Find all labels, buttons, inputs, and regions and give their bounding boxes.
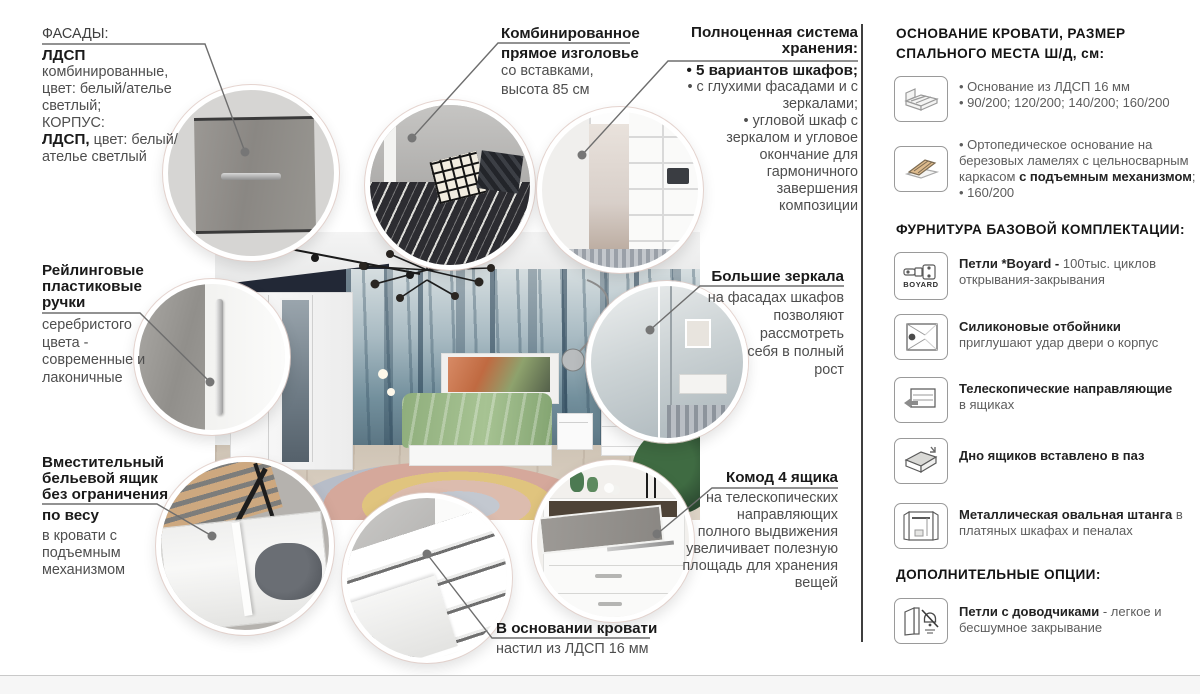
item-line: • Ортопедическое основание на <box>959 137 1153 152</box>
callout-bold-inline: ЛДСП, <box>42 131 90 148</box>
callout-line: на фасадах шкафов <box>707 290 844 306</box>
cactus-decor <box>587 477 598 492</box>
open-door <box>542 112 591 268</box>
stored-clothes <box>255 543 322 600</box>
callout-line: завершения <box>776 181 858 197</box>
item-line <box>959 507 1183 523</box>
callout-line: механизмом <box>42 562 125 578</box>
hinge-icon <box>894 252 948 300</box>
callout-title: хранения: <box>781 40 858 57</box>
callout-title: бельевой ящик <box>42 470 158 487</box>
callout-line: комбинированные, <box>42 64 169 80</box>
slide-glyph <box>901 385 941 415</box>
callout-line: со вставками, <box>501 63 594 79</box>
bumper-glyph <box>901 322 941 352</box>
callout-line: высота 85 см <box>501 81 590 98</box>
callout-line: вещей <box>794 575 838 591</box>
bumper-icon <box>894 314 948 360</box>
item-text: - легкое и <box>1099 604 1162 619</box>
callout-line: увеличивает полезную <box>686 541 838 557</box>
callout-title: Комбинированное <box>501 25 640 42</box>
callout-label: ФАСАДЫ: <box>42 26 109 42</box>
callout-storage <box>686 25 858 215</box>
pendant-bulb <box>378 369 388 379</box>
detail-circle-handle <box>134 279 290 435</box>
hanging-jewelry <box>646 465 648 498</box>
item-text: в <box>1172 507 1183 522</box>
drawer-bottom-glyph <box>901 445 941 477</box>
detail-circle-headboard <box>365 100 535 270</box>
concrete-side <box>139 284 205 430</box>
sidebar-item-soft-close <box>959 604 1162 636</box>
callout-line: настил из ЛДСП 16 мм <box>496 641 649 657</box>
rail-glyph <box>901 510 941 542</box>
callout-headboard <box>501 26 640 99</box>
item-bold: с подъемным механизмом <box>1019 169 1192 184</box>
callout-line: себя в полный <box>747 344 844 360</box>
telescopic-slide-icon <box>894 377 948 423</box>
item-bold: Металлическая овальная штанга <box>959 507 1173 522</box>
drawer-handle <box>598 602 622 606</box>
item-line: платяных шкафах и пеналах <box>959 523 1133 538</box>
callout-line: серебристого <box>42 317 132 333</box>
callout-line: ателье светлый <box>42 149 147 165</box>
callout-line: гармоничного <box>766 164 858 180</box>
sphere-decor <box>604 483 614 493</box>
sidebar-title-bed <box>896 24 1126 64</box>
sidebar-item-bed-base <box>959 79 1170 111</box>
sidebar-item-hinges <box>959 256 1156 288</box>
callout-title: без ограничения <box>42 486 169 503</box>
callout-line: светлый; <box>42 98 102 114</box>
sidebar-title-line: СПАЛЬНОГО МЕСТА Ш/Д, см: <box>896 46 1105 61</box>
callout-line: КОРПУС: <box>42 115 105 131</box>
item-bold: Петли *Boyard - <box>959 256 1060 271</box>
callout-line: современные и <box>42 352 146 368</box>
callout-chest <box>682 470 838 592</box>
callout-title: ручки <box>42 294 86 311</box>
callout-title: В основании кровати <box>496 620 658 637</box>
shelf-divider <box>662 112 664 249</box>
sidebar-item-drawer-bottom <box>959 448 1144 464</box>
soft-close-glyph <box>901 605 941 637</box>
item-bold: Дно ящиков вставлено в паз <box>959 448 1145 463</box>
callout-line: окончание для <box>759 147 858 163</box>
callout-title: пластиковые <box>42 278 142 295</box>
callout-line: подъемным <box>42 545 121 561</box>
bed-flat-glyph <box>901 84 941 114</box>
sidebar-item-rail <box>959 507 1183 539</box>
vertical-divider <box>861 24 863 642</box>
item-bold: Петли с доводчиками <box>959 604 1100 619</box>
callout-line: рассмотреть <box>759 326 844 342</box>
mirror-seam <box>658 286 660 438</box>
item-bold: Силиконовые отбойники <box>959 319 1121 334</box>
callout-bullet: • с глухими фасадами и с <box>687 79 858 95</box>
callout-bullet: • угловой шкаф с <box>743 113 858 129</box>
lower-drawer-seam <box>549 593 683 594</box>
item-text: каркасом <box>959 169 1020 184</box>
callout-linen-box <box>42 455 168 579</box>
lift-bed-icon <box>894 146 948 192</box>
hinge-glyph <box>902 263 940 281</box>
drawer-bottom-icon <box>894 438 948 484</box>
item-line: в ящиках <box>959 397 1015 412</box>
callout-line: лаконичные <box>42 369 123 386</box>
drawer-handle <box>221 173 281 180</box>
callout-title: Большие зеркала <box>711 268 844 285</box>
callout-line: зеркалами; <box>782 96 858 112</box>
callout-title: Рейлинговые <box>42 262 144 279</box>
callout-line: площадь для хранения <box>682 558 838 574</box>
drawer-handle <box>595 574 622 578</box>
callout-text-inline: цвет: белый/ <box>89 132 178 148</box>
rail-handle <box>216 299 223 416</box>
detail-circle-bed-base <box>342 493 512 663</box>
arc-lamp-shade <box>562 349 584 371</box>
item-line <box>959 256 1156 272</box>
callout-title: по весу <box>42 507 99 524</box>
callout-line: цвета - <box>42 334 89 351</box>
item-line: березовых ламелях с цельносварным <box>959 153 1189 168</box>
callout-title: Полноценная система <box>691 24 858 41</box>
reflected-frame <box>685 319 710 347</box>
callout-line: рост <box>814 362 844 378</box>
soft-close-icon <box>894 598 948 644</box>
item-line: • 90/200; 120/200; 140/200; 160/200 <box>959 95 1170 110</box>
callout-line: зеркалом и угловое <box>726 130 858 146</box>
callout-line: позволяют <box>773 308 844 324</box>
callout-facades <box>42 27 178 166</box>
mirror-reflection <box>589 124 632 255</box>
sidebar-item-orthopedic <box>959 137 1196 201</box>
detail-circle-wardrobe-interior <box>537 107 703 273</box>
callout-title: Комод 4 ящика <box>725 469 838 486</box>
reflected-rug <box>667 405 743 438</box>
detail-circle-linen-box <box>156 457 334 635</box>
item-text: 100тыс. циклов <box>1059 256 1156 271</box>
item-line: • 160/200 <box>959 185 1015 200</box>
lift-bed-glyph <box>901 154 941 184</box>
sidebar-title-options: ДОПОЛНИТЕЛЬНЫЕ ОПЦИИ: <box>896 567 1101 582</box>
dark-basket <box>667 168 689 184</box>
callout-mirrors <box>708 269 844 379</box>
item-line <box>959 604 1162 620</box>
callout-title: прямое изголовье <box>501 45 639 62</box>
dark-pillow <box>476 150 523 194</box>
detail-circle-chest <box>532 460 694 622</box>
callout-line: в кровати с <box>42 528 117 544</box>
callout-line: направляющих <box>736 507 838 523</box>
boyard-badge: BOYARD <box>903 280 939 289</box>
item-line: • Основание из ЛДСП 16 мм <box>959 79 1130 94</box>
carpet-floor <box>542 249 698 268</box>
callout-handles <box>42 263 145 387</box>
bed-base-icon <box>894 76 948 122</box>
callout-title: Вместительный <box>42 454 165 471</box>
item-line <box>959 169 1196 185</box>
callout-line: полного выдвижения <box>697 524 838 540</box>
bottom-strip <box>0 676 1200 694</box>
pendant-bulb <box>387 388 395 396</box>
item-line: открывания-закрывания <box>959 272 1105 287</box>
sidebar-item-bumpers <box>959 319 1158 351</box>
cactus-decor <box>570 471 584 492</box>
callout-title: ЛДСП <box>42 47 86 64</box>
detail-circle-facade <box>163 85 339 261</box>
callout-line: композиции <box>779 198 858 214</box>
lower-drawer-seam <box>549 565 683 566</box>
item-text: ; <box>1191 169 1196 184</box>
item-line: бесшумное закрывание <box>959 620 1103 635</box>
item-line: приглушают удар двери о корпус <box>959 335 1159 350</box>
callout-line: цвет: белый/ателье <box>42 81 172 97</box>
oval-rail-icon <box>894 503 948 549</box>
callout-line <box>42 132 178 149</box>
item-bold: Телескопические направляющие <box>959 381 1173 396</box>
sidebar-item-slides <box>959 381 1172 413</box>
callout-line: на телескопических <box>705 490 838 506</box>
callout-bullet: • 5 вариантов шкафов; <box>686 62 858 79</box>
sidebar-title-hardware: ФУРНИТУРА БАЗОВОЙ КОМПЛЕКТАЦИИ: <box>896 222 1185 237</box>
callout-bed-base <box>496 621 657 658</box>
sidebar-title-line: ОСНОВАНИЕ КРОВАТИ, РАЗМЕР <box>896 26 1126 41</box>
